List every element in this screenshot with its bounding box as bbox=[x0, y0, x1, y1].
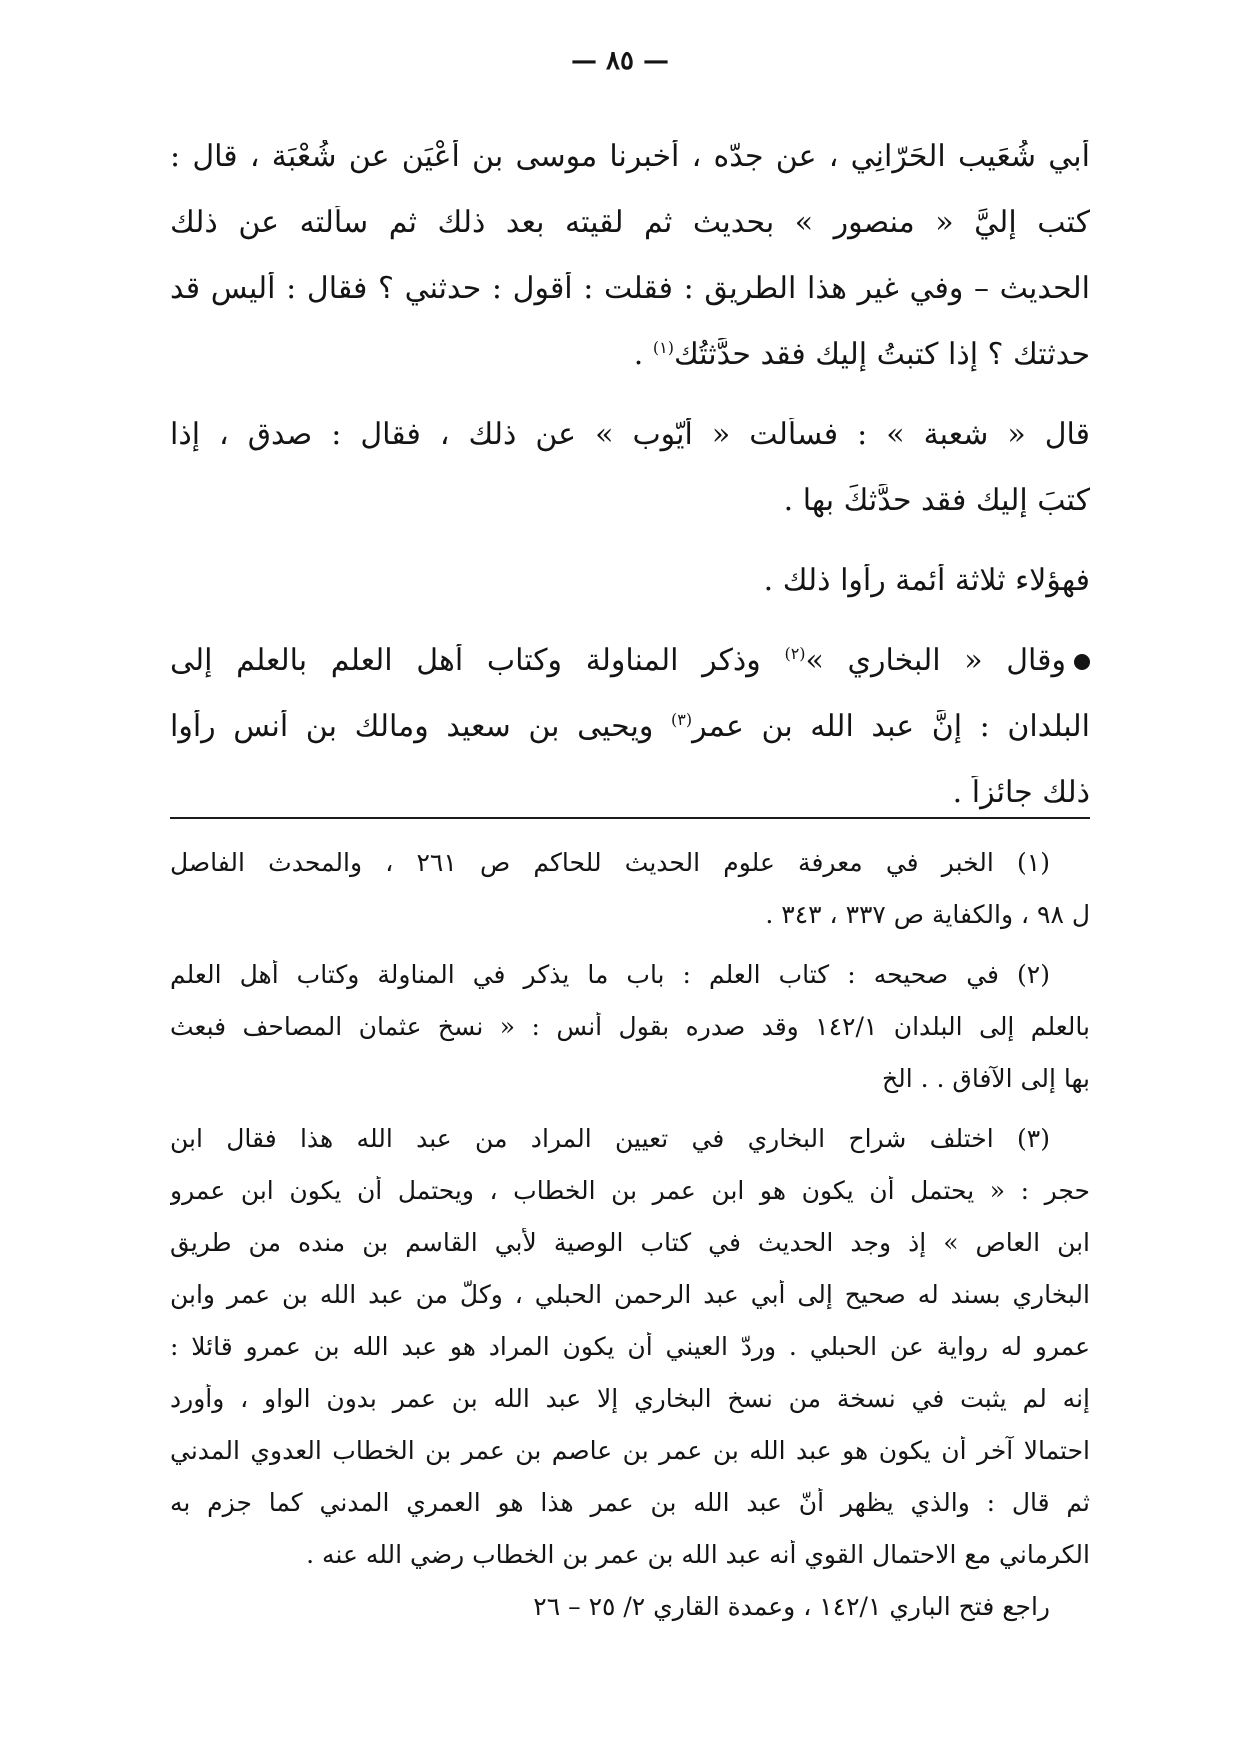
main-line-text: ويحيى بن سعيد ومالك بن أنس رأوا bbox=[170, 710, 654, 744]
main-text bbox=[170, 140, 1090, 842]
footnote-line: (٢) في صحيحه : كتاب العلم : باب ما يذكر في المناولة وكتاب أهل العلم bbox=[170, 960, 1050, 989]
main-line bbox=[170, 338, 1090, 404]
main-line: أبي شُعَيب الحَرّانِي ، عن جدّه ، أخبرنا موسى بن أَعْيَن عن شُعْبَة ، قال : bbox=[170, 140, 1090, 174]
footnote-divider bbox=[170, 817, 1090, 819]
main-line-text: وذكر المناولة وكتاب أهل العلم بالعلم إلى bbox=[170, 644, 761, 678]
footnote-line: الكرماني مع الاحتمال القوي أنه عبد الله بن عمر بن الخطاب رضي الله عنه . bbox=[306, 1540, 1090, 1569]
footnote-ref-3: (٣) bbox=[671, 710, 693, 729]
footnote-ref-1: (١) bbox=[652, 338, 674, 357]
footnote-line: (٣) اختلف شراح البخاري في تعيين المراد من عبد الله هذا فقال ابن bbox=[170, 1124, 1050, 1153]
footnote-ref-2: (٢) bbox=[784, 644, 806, 663]
main-line-text: وقال « البخاري » bbox=[805, 644, 1067, 678]
footnotes bbox=[170, 848, 1090, 1644]
main-line: قال « شعبة » : فسألت « أيّوب » عن ذلك ، فقال : صدق ، إذا bbox=[170, 418, 1090, 452]
main-line-text: البلدان : إنَّ عبد الله بن عمر bbox=[692, 710, 1090, 744]
footnote-line: ثم قال : والذي يظهر أنّ عبد الله بن عمر هذا هو العمري المدني كما جزم به bbox=[170, 1488, 1090, 1517]
main-line: فهؤلاء ثلاثة أئمة رأوا ذلك . bbox=[763, 564, 1090, 598]
main-line: كتب إليَّ « منصور » بحديث ثم لقيته بعد ذلك ثم سألته عن ذلك bbox=[170, 206, 1090, 240]
main-line: كتبَ إليك فقد حدَّثكَ بها . bbox=[783, 484, 1090, 518]
page-number: — ٨٥ — bbox=[570, 46, 670, 76]
footnote-line: راجع فتح الباري ١٤٢/١ ، وعمدة القاري ٢/ ٢٥ – ٢٦ bbox=[533, 1592, 1050, 1621]
bullet-icon bbox=[1074, 654, 1090, 670]
footnote-line: ابن العاص » إذ وجد الحديث في كتاب الوصية لأبي القاسم بن منده من طريق bbox=[170, 1228, 1090, 1257]
main-line-end: . bbox=[633, 338, 653, 372]
footnote-line: احتمالا آخر أن يكون هو عبد الله بن عمر بن عاصم بن عمر بن الخطاب العدوي المدني bbox=[170, 1436, 1090, 1465]
footnote-line: حجر : « يحتمل أن يكون هو ابن عمر بن الخطاب ، ويحتمل أن يكون ابن عمرو bbox=[170, 1176, 1090, 1205]
main-line: الحديث – وفي غير هذا الطريق : فقلت : أقول : حدثني ؟ فقال : أليس قد bbox=[170, 272, 1090, 306]
footnote-line: عمرو له رواية عن الحبلي . وردّ العيني أن يكون المراد هو عبد الله بن عمرو قائلا : bbox=[170, 1332, 1090, 1361]
main-line-text: حدثتك ؟ إذا كتبتُ إليك فقد حدَّثتُك bbox=[673, 338, 1090, 372]
footnote-line: بالعلم إلى البلدان ١٤٢/١ وقد صدره بقول أنس : « نسخ عثمان المصاحف فبعث bbox=[170, 1012, 1090, 1041]
footnote-line: (١) الخبر في معرفة علوم الحديث للحاكم ص ٢٦١ ، والمحدث الفاصل bbox=[170, 848, 1050, 877]
main-line: ذلك جائزاً . bbox=[952, 776, 1090, 810]
main-line bbox=[170, 710, 1090, 776]
main-line bbox=[170, 644, 1090, 710]
footnote-line: بها إلى الآفاق . . الخ bbox=[882, 1064, 1090, 1093]
footnote-line: البخاري بسند له صحيح إلى أبي عبد الرحمن الحبلي ، وكلٌّ من عبد الله بن عمر وابن bbox=[170, 1280, 1090, 1309]
footnote-line: إنه لم يثبت في نسخة من نسخ البخاري إلا عبد الله بن عمر بدون الواو ، وأورد bbox=[170, 1384, 1090, 1413]
footnote-line: ل ٩٨ ، والكفاية ص ٣٣٧ ، ٣٤٣ . bbox=[765, 900, 1090, 929]
